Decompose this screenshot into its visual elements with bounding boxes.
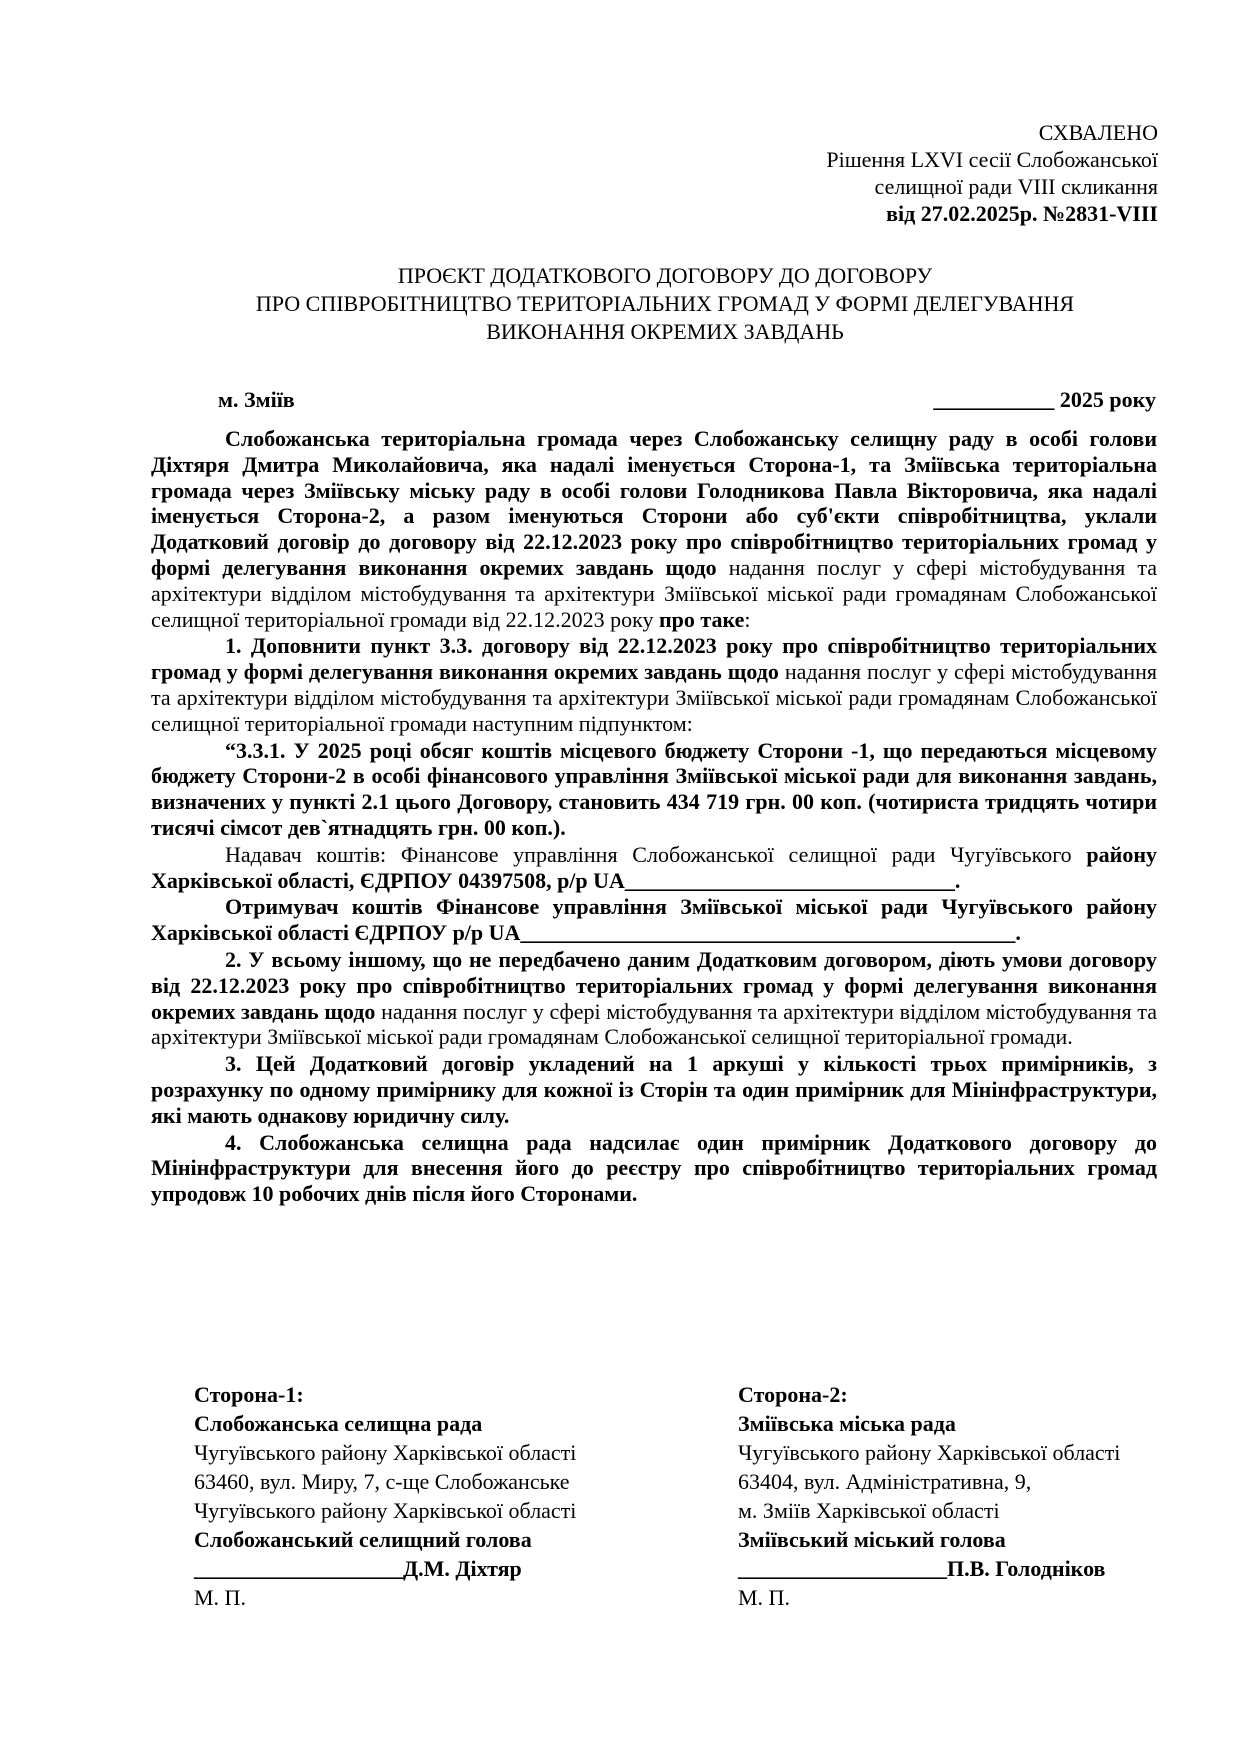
clause-3-paragraph: 3. Цей Додатковий договір укладений на 1 аркуші у кількості трьох примірників, з розрахунку по одному примірнику для кожної із Сторін та один примірник для Мінінфраструктури, які мають однакову юридичну силу. <box>151 1051 1157 1128</box>
approval-date-number: від 27.02.2025р. №2831-VIII <box>886 201 1158 226</box>
side-1-stamp-place: М. П. <box>194 1585 246 1610</box>
place-date-row <box>218 387 1156 413</box>
side-1-name: Слобожанська селищна рада <box>194 1411 483 1436</box>
title-line-1: ПРОЄКТ ДОДАТКОВОГО ДОГОВОРУ ДО ДОГОВОРУ <box>397 263 933 288</box>
side-1-position: Слобожанський селищний голова <box>194 1527 532 1552</box>
subclause-3-3-1: “3.3.1. У 2025 році обсяг коштів місцевого бюджету Сторони -1, що передаються місцевому бюджету Сторони-2 в особі фінансового управління Зміївської міської ради для виконання завдань, визначених у пункті 2.1 цього Договору, становить 434 719 грн. 00 коп. (чотириста тридцять чотири тисячі сімсот дев`ятнадцять грн. 00 коп.). <box>151 737 1157 840</box>
preamble-text: надання послуг у сфері містобудування та архітектури відділом містобудування та архітектури Зміївської міської ради громадянам Слобожанської селищної територіальної громади від 22.12.2023 року <box>151 554 1157 632</box>
side-1-address-line-1: Чугуївського району Харківської області <box>194 1440 577 1465</box>
side-2-signature-block <box>738 1380 1120 1612</box>
side-2-address-line-3: м. Зміїв Харківської області <box>738 1498 1000 1523</box>
payer-text: Надавач коштів: Фінансове управління Слобожанської селищної ради Чугуївського <box>225 841 1072 867</box>
place-of-signing: м. Зміїв <box>218 387 295 412</box>
side-2-position: Зміївський міський голова <box>738 1527 1006 1552</box>
payer-details <box>151 842 1157 894</box>
preamble-paragraph <box>151 426 1157 632</box>
approval-stamp-block <box>826 119 1158 227</box>
title-line-2: ПРО СПІВРОБІТНИЦТВО ТЕРИТОРІАЛЬНИХ ГРОМАД У ФОРМІ ДЕЛЕГУВАННЯ <box>255 291 1075 316</box>
clause-2-text: надання послуг у сфері містобудування та архітектури відділом містобудування та архітектури Зміївської міської ради громадянам Слобожанської селищної територіальної громади. <box>151 998 1157 1050</box>
side-2-name: Зміївська міська рада <box>738 1411 956 1436</box>
signing-date: ___________ 2025 року <box>933 387 1156 412</box>
side-1-signature-block <box>194 1380 576 1612</box>
side-2-heading: Сторона-2: <box>738 1382 848 1407</box>
preamble-bold-end: про таке <box>659 606 745 632</box>
approval-decision: Рішення LXVI сесії Слобожанської <box>826 147 1158 172</box>
clause-4-paragraph: 4. Слобожанська селищна рада надсилає один примірник Додаткового договору до Мінінфраструктури для внесення його до реєстру про співробітництво територіальних громад упродовж 10 робочих днів після його Сторонами. <box>151 1129 1157 1207</box>
clause-1-bold-text: 1. Доповнити пункт 3.3. договору від 22.12.2023 року про співробітництво територіальних громад у формі делегування виконання окремих завдань щодо <box>151 633 1157 685</box>
payer-bold-text: району Харківської області, ЄДРПОУ 04397508, р/р UA______________________________. <box>151 841 1157 893</box>
side-1-address-line-2: 63460, вул. Миру, 7, с-ще Слобожанське <box>194 1469 570 1494</box>
side-2-signature-line: ___________________П.В. Голодніков <box>738 1556 1106 1581</box>
side-1-address-line-3: Чугуївського району Харківської області <box>194 1498 577 1523</box>
side-2-stamp-place: М. П. <box>738 1585 790 1610</box>
side-1-heading: Сторона-1: <box>194 1382 304 1407</box>
clause-1-paragraph <box>151 633 1157 736</box>
side-2-address-line-1: Чугуївського району Харківської області <box>738 1440 1121 1465</box>
side-2-address-line-2: 63404, вул. Адміністративна, 9, <box>738 1469 1032 1494</box>
document-body <box>151 426 1157 1207</box>
approval-heading: СХВАЛЕНО <box>1038 120 1158 145</box>
clause-2-paragraph <box>151 947 1157 1050</box>
preamble-end: : <box>744 606 751 632</box>
side-1-signature-line: ___________________Д.М. Діхтяр <box>194 1556 522 1581</box>
title-line-3: ВИКОНАННЯ ОКРЕМИХ ЗАВДАНЬ <box>486 319 844 344</box>
clause-1-text: надання послуг у сфері містобудування та архітектури відділом містобудування та архітектури Зміївської міської ради громадянам Слобожанської селищної територіальної громади наступним підпунктом: <box>151 659 1158 736</box>
document-title <box>120 262 1210 346</box>
clause-2-bold-text: 2. У всьому іншому, що не передбачено даним Додатковим договором, діють умови договору від 22.12.2023 року про співробітництво територіальних громад у формі делегування виконання окремих завдань щодо <box>151 946 1157 1024</box>
approval-council: селищної ради VIII скликання <box>874 174 1158 199</box>
preamble-bold-text: Слобожанська територіальна громада через Слобожанську селищну раду в особі голови Діхтяря Дмитра Миколайовича, яка надалі іменується Сторона-1, та Зміївська територіальна громада через Зміївську міську раду в особі голови Голодникова Павла Вікторовича, яка надалі іменується Сторона-2, а разом іменуються Сторони або суб'єкти співробітництва, уклали Додатковий договір до договору від 22.12.2023 року про співробітництво територіальних громад у формі делегування виконання окремих завдань щодо <box>151 426 1157 580</box>
recipient-details: Отримувач коштів Фінансове управління Зміївської міської ради Чугуївського району Харківської області ЄДРПОУ р/р UA_____________________________________________. <box>151 894 1157 946</box>
